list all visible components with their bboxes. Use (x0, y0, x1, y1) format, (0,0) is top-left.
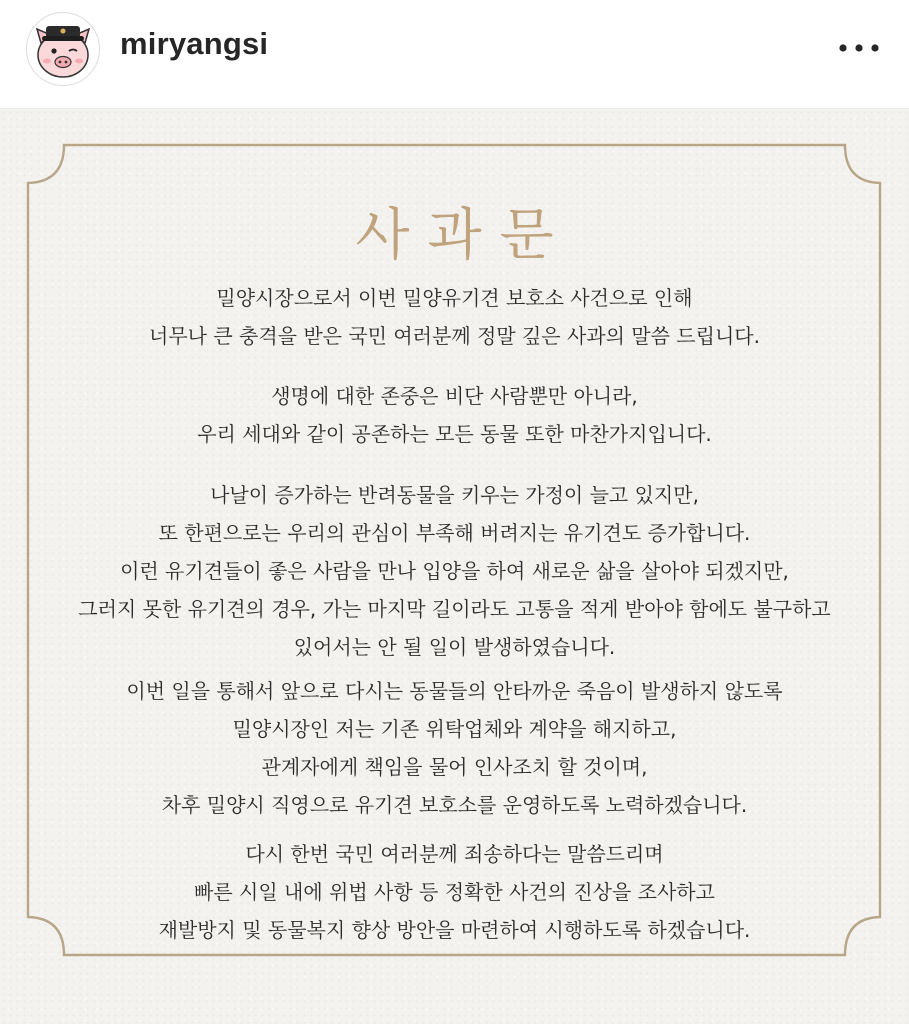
username[interactable]: miryangsi (120, 26, 269, 61)
apology-title: 사과문 (355, 203, 572, 268)
more-options-icon (836, 38, 882, 58)
paragraph-4 (40, 672, 869, 824)
text-line: 생명에 대한 존중은 비단 사람뿐만 아니라, (271, 384, 638, 408)
paragraph-1 (40, 279, 869, 355)
text-line: 밀양시장으로서 이번 밀양유기견 보호소 사건으로 인해 (216, 286, 693, 310)
post-image (0, 109, 909, 1024)
paragraph-5 (40, 835, 869, 949)
post-header (0, 0, 909, 109)
paragraph-3 (40, 476, 869, 666)
pig-mascot-icon (27, 13, 99, 85)
text-line: 다시 한번 국민 여러분께 죄송하다는 말씀드리며 (245, 842, 664, 866)
text-line: 이런 유기견들이 좋은 사람을 만나 입양을 하여 새로운 삶을 살아야 되겠지만, (120, 559, 789, 583)
text-line: 밀양시장인 저는 기존 위탁업체와 계약을 해지하고, (232, 717, 677, 741)
text-line: 관계자에게 책임을 물어 인사조치 할 것이며, (261, 755, 648, 779)
text-line: 나날이 증가하는 반려동물을 키우는 가정이 늘고 있지만, (210, 483, 699, 507)
text-line: 또 한편으로는 우리의 관심이 부족해 버려지는 유기견도 증가합니다. (158, 521, 751, 545)
text-line: 빠른 시일 내에 위법 사항 등 정확한 사건의 진상을 조사하고 (194, 880, 715, 904)
more-options-button[interactable] (836, 38, 882, 58)
text-line: 그러지 못한 유기견의 경우, 가는 마지막 길이라도 고통을 적게 받아야 함에도 불구하고 (78, 597, 831, 621)
text-line: 너무나 큰 충격을 받은 국민 여러분께 정말 깊은 사과의 말씀 드립니다. (149, 324, 760, 348)
text-line: 우리 세대와 같이 공존하는 모든 동물 또한 마찬가지입니다. (197, 422, 712, 446)
profile-avatar[interactable] (26, 12, 100, 86)
text-line: 이번 일을 통해서 앞으로 다시는 동물들의 안타까운 죽음이 발생하지 않도록 (126, 679, 783, 703)
text-line: 있어서는 안 될 일이 발생하였습니다. (293, 635, 616, 659)
text-line: 재발방지 및 동물복지 향상 방안을 마련하여 시행하도록 하겠습니다. (158, 918, 751, 942)
text-line: 차후 밀양시 직영으로 유기견 보호소를 운영하도록 노력하겠습니다. (161, 793, 748, 817)
paragraph-2 (40, 377, 869, 453)
